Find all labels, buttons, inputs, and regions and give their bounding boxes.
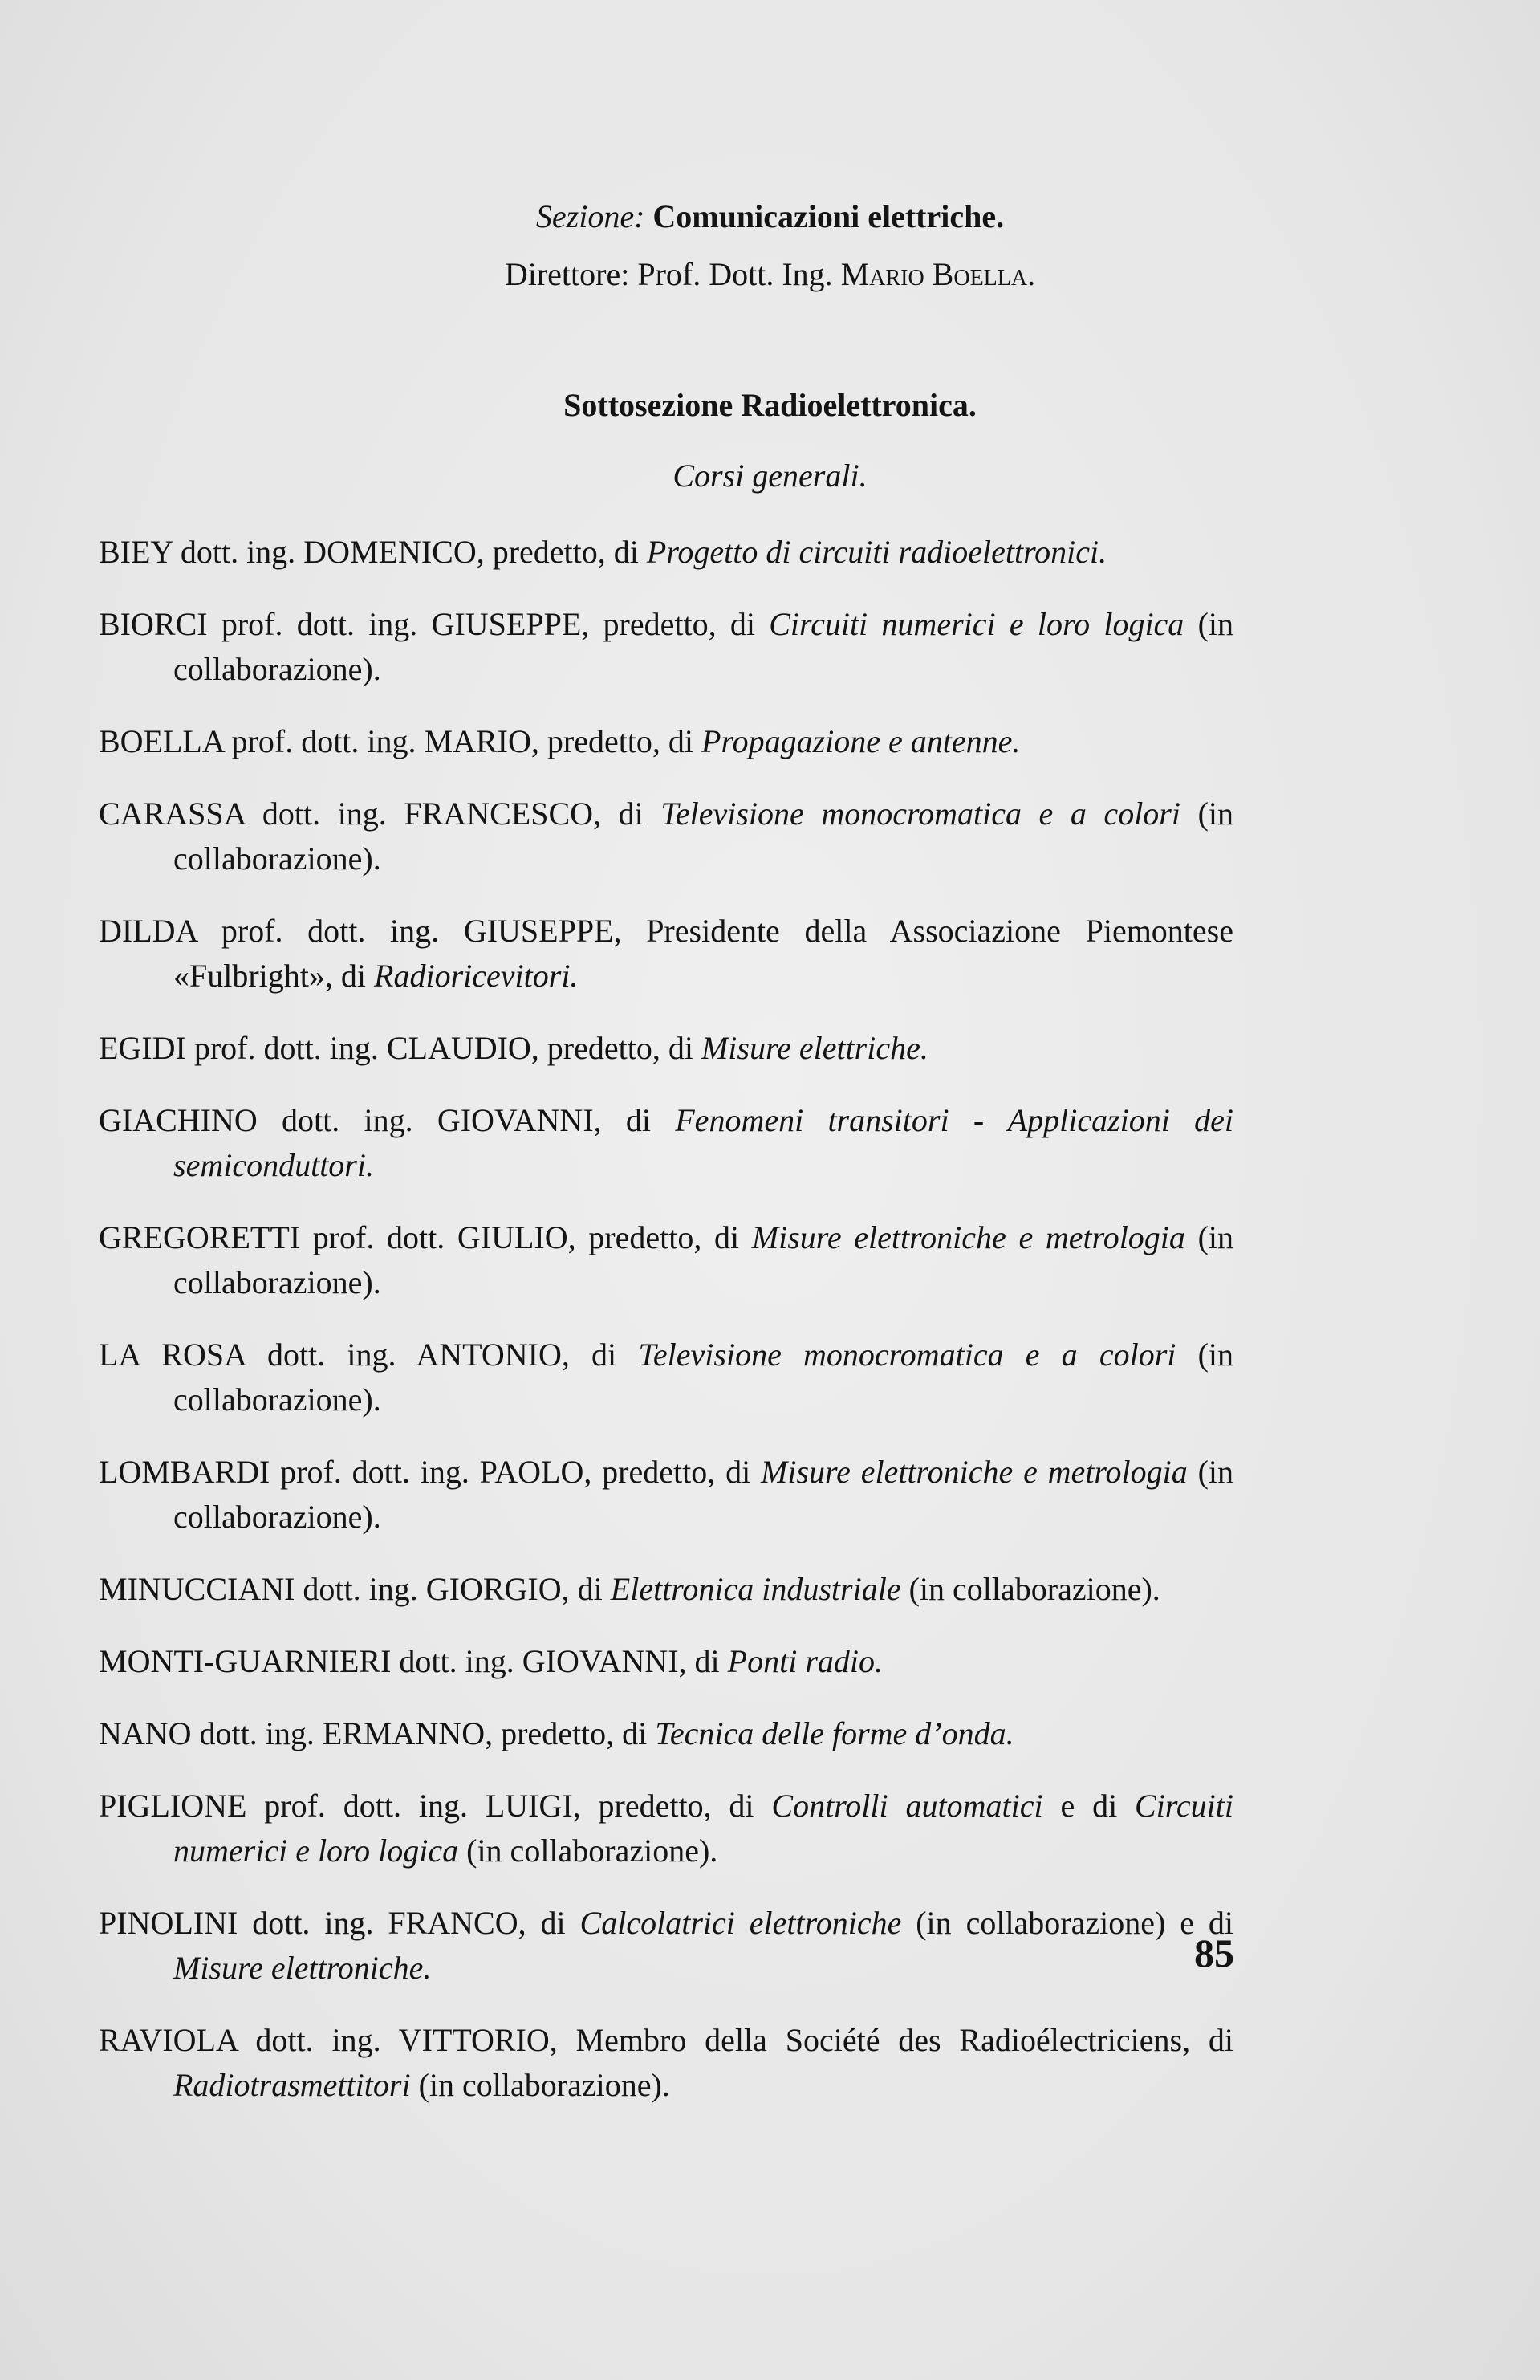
list-item bbox=[99, 1711, 1233, 1756]
list-item bbox=[99, 719, 1233, 764]
section-label: Sezione: bbox=[535, 198, 645, 234]
list-item bbox=[99, 1332, 1233, 1422]
list-item bbox=[99, 602, 1233, 692]
list-item bbox=[99, 1215, 1233, 1305]
entry-note: e di bbox=[1060, 1788, 1118, 1824]
entry-course: Ponti radio. bbox=[727, 1643, 883, 1679]
entry-course-2: Misure elettroniche. bbox=[173, 1950, 432, 1986]
entry-course: Misure elettriche. bbox=[701, 1030, 928, 1066]
entry-note: (in collaborazione). bbox=[418, 2067, 670, 2103]
entry-course: Fenomeni transitori - Applicazioni dei semiconduttori. bbox=[173, 1102, 1234, 1183]
entry-name: DILDA prof. dott. ing. GIUSEPPE, Presidente della Associazione Piemontese «Fulbright», di bbox=[99, 913, 1233, 994]
entry-name: MONTI-GUARNIERI dott. ing. GIOVANNI, di bbox=[99, 1643, 720, 1679]
courses-heading: Corsi generali. bbox=[672, 458, 868, 494]
entry-name: PINOLINI dott. ing. FRANCO, di bbox=[99, 1905, 566, 1941]
list-item bbox=[99, 1639, 1233, 1684]
subsection-heading: Sottosezione Radioelettronica. bbox=[563, 387, 977, 423]
entry-note: (in collaborazione). bbox=[173, 795, 1233, 877]
director-name: Mario Boella. bbox=[840, 256, 1036, 292]
list-item bbox=[99, 791, 1233, 881]
list-item bbox=[99, 2018, 1233, 2108]
entry-name: CARASSA dott. ing. FRANCESCO, di bbox=[99, 795, 644, 832]
entry-course: Elettronica industriale bbox=[610, 1571, 901, 1607]
list-item bbox=[99, 909, 1233, 999]
entry-name: LOMBARDI prof. dott. ing. PAOLO, predetto, di bbox=[99, 1454, 751, 1490]
entry-name: RAVIOLA dott. ing. VITTORIO, Membro della Société des Radioélectriciens, di bbox=[99, 2022, 1233, 2058]
entry-course-2: Circuiti numerici e loro logica bbox=[173, 1788, 1234, 1869]
entry-name: NANO dott. ing. ERMANNO, predetto, di bbox=[99, 1715, 648, 1751]
director-line bbox=[0, 258, 1540, 291]
entry-name: BIORCI prof. dott. ing. GIUSEPPE, predetto, di bbox=[99, 606, 755, 642]
list-item bbox=[99, 1567, 1233, 1612]
list-item bbox=[99, 1026, 1233, 1071]
list-item bbox=[99, 1901, 1233, 1991]
entry-note: (in collaborazione). bbox=[173, 1336, 1233, 1418]
entry-name: MINUCCIANI dott. ing. GIORGIO, di bbox=[99, 1571, 603, 1607]
list-item bbox=[99, 530, 1233, 575]
entry-note: (in collaborazione) e di bbox=[916, 1905, 1233, 1941]
entry-course: Radioricevitori. bbox=[374, 958, 579, 994]
entry-course: Controlli automatici bbox=[771, 1788, 1043, 1824]
entry-note: (in collaborazione). bbox=[173, 1454, 1234, 1535]
entry-course: Televisione monocromatica e a colori bbox=[660, 795, 1180, 832]
entry-course: Calcolatrici elettroniche bbox=[579, 1905, 902, 1941]
entry-name: BIEY dott. ing. DOMENICO, predetto, di bbox=[99, 534, 639, 570]
entry-course: Tecnica delle forme d’onda. bbox=[655, 1715, 1014, 1751]
list-item bbox=[99, 1784, 1233, 1873]
entry-name: BOELLA prof. dott. ing. MARIO, predetto, di bbox=[99, 723, 694, 759]
entry-name: LA ROSA dott. ing. ANTONIO, di bbox=[99, 1336, 617, 1373]
course-list bbox=[99, 530, 1233, 2135]
entry-name: EGIDI prof. dott. ing. CLAUDIO, predetto, di bbox=[99, 1030, 693, 1066]
entry-note: (in collaborazione). bbox=[173, 1219, 1234, 1300]
entry-name: GREGORETTI prof. dott. GIULIO, predetto, di bbox=[99, 1219, 740, 1255]
list-item bbox=[99, 1450, 1233, 1540]
entry-course: Misure elettroniche e metrologia bbox=[751, 1219, 1185, 1255]
section-name: Comunicazioni elettriche. bbox=[652, 198, 1005, 234]
entry-name: GIACHINO dott. ing. GIOVANNI, di bbox=[99, 1102, 651, 1138]
director-prefix: Direttore: Prof. Dott. Ing. bbox=[504, 256, 833, 292]
entry-course: Televisione monocromatica e a colori bbox=[638, 1336, 1176, 1373]
entry-note-2: (in collaborazione). bbox=[466, 1833, 718, 1869]
entry-course: Radiotrasmettitori bbox=[173, 2067, 411, 2103]
section-heading bbox=[0, 198, 1540, 234]
page-number: 85 bbox=[1194, 1930, 1234, 1975]
entry-note: (in collaborazione). bbox=[173, 606, 1234, 687]
entry-course: Progetto di circuiti radioelettronici. bbox=[646, 534, 1107, 570]
entry-course: Circuiti numerici e loro logica bbox=[769, 606, 1184, 642]
entry-note: (in collaborazione). bbox=[908, 1571, 1160, 1607]
entry-course: Misure elettroniche e metrologia bbox=[761, 1454, 1188, 1490]
list-item bbox=[99, 1098, 1233, 1188]
entry-name: PIGLIONE prof. dott. ing. LUIGI, predetto, di bbox=[99, 1788, 754, 1824]
entry-course: Propagazione e antenne. bbox=[701, 723, 1021, 759]
